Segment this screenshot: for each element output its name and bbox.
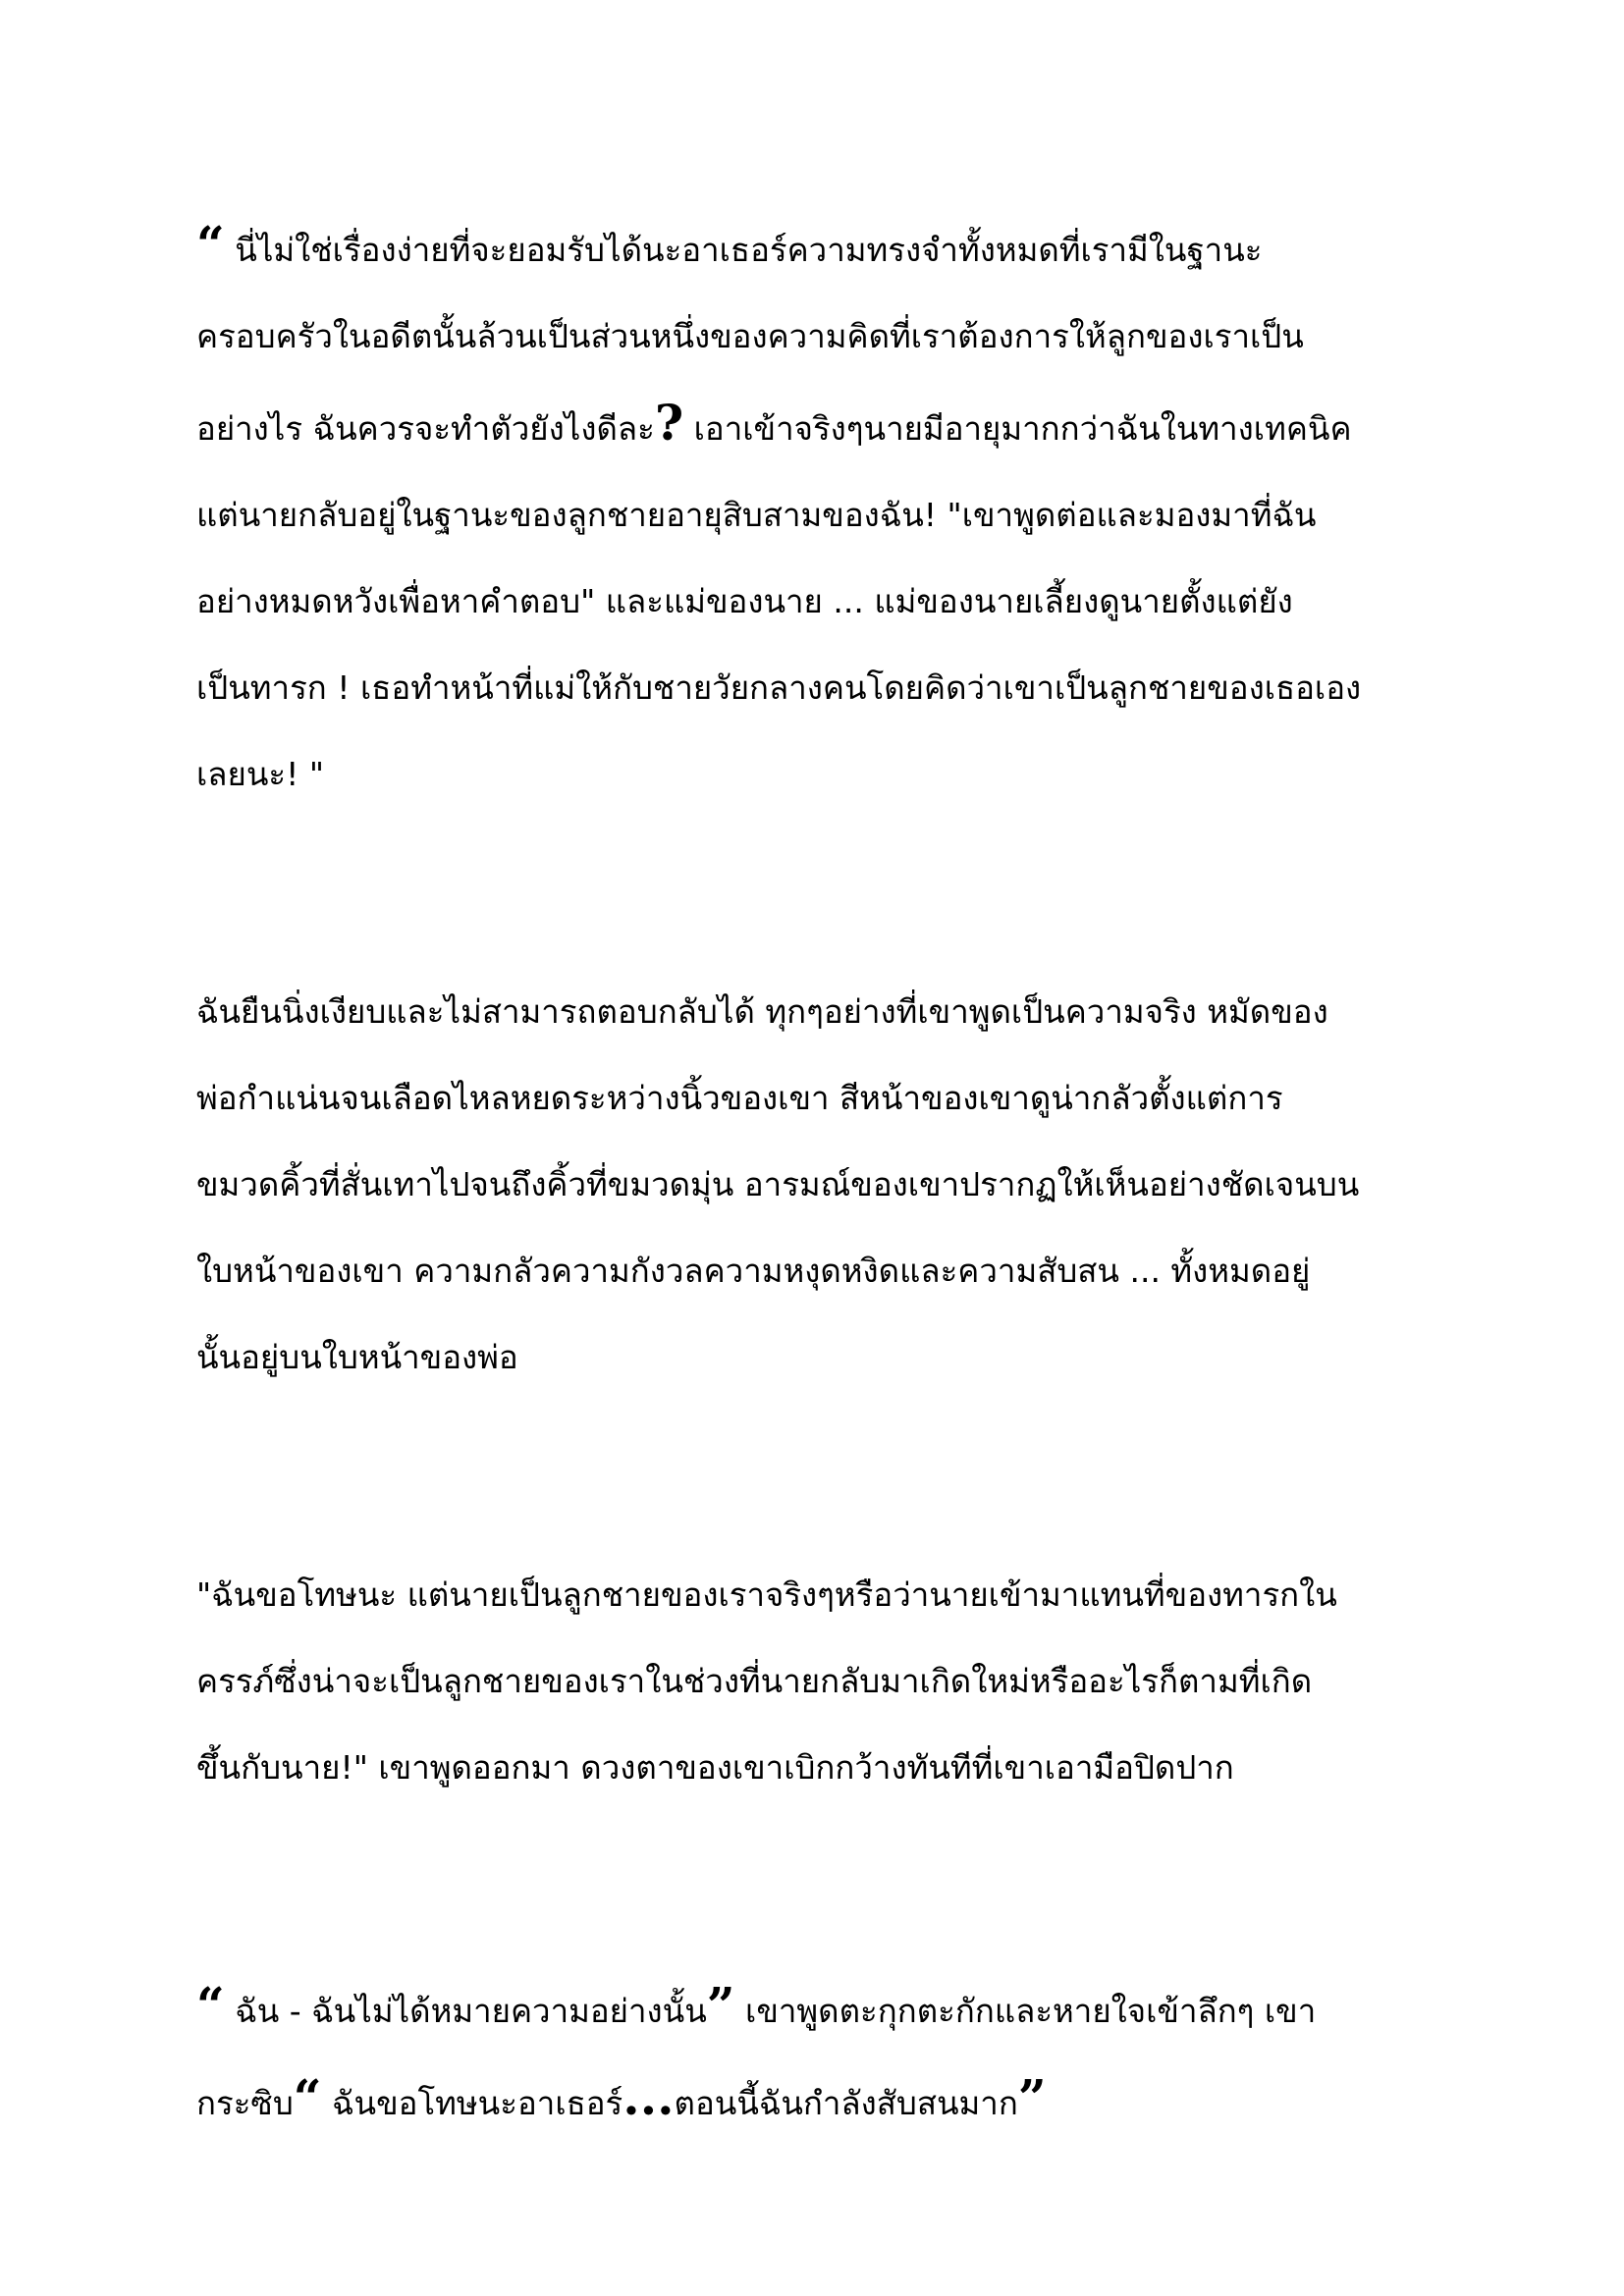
- text-line: [196, 1552, 1443, 1638]
- text-line: [196, 472, 1443, 559]
- paragraph-1: [196, 201, 1443, 818]
- open-quote-mark: “: [293, 2068, 322, 2126]
- open-quote-mark: “: [196, 215, 225, 273]
- question-mark: ?: [654, 394, 684, 452]
- text-run: ฉัน - ฉันไม่ได้หมายความอย่างนั้น: [224, 1992, 707, 2030]
- document-body: [196, 201, 1443, 2147]
- text-run: กระซิบ: [196, 2084, 294, 2122]
- close-quote-mark: ”: [1017, 2068, 1047, 2126]
- text-line: [196, 1725, 1443, 1811]
- text-run: "ฉันขอโทษนะ แต่นายเป็นลูกชายของเราจริงๆหรือว่านายเข้ามาแทนที่ของทารกใน: [196, 1575, 1337, 1614]
- text-line: [196, 2055, 1443, 2147]
- text-line: [196, 201, 1443, 294]
- open-quote-mark: “: [196, 1976, 225, 2034]
- text-run: เขาพูดตะกุกตะกักและหายใจเข้าลึกๆ เขา: [734, 1992, 1317, 2030]
- text-line: [196, 969, 1443, 1055]
- text-run: พ่อกำแน่นจนเลือดไหลหยดระหว่างนิ้วของเขา สีหน้าของเขาดูน่ากลัวตั้งแต่การ: [196, 1079, 1283, 1117]
- text-run: ฉันขอโทษนะอาเธอร์: [321, 2084, 623, 2122]
- text-run: อย่างไร ฉันควรจะทำตัวยังไงดีละ: [196, 409, 655, 448]
- text-run: นั้นอยู่บนใบหน้าของพ่อ: [196, 1338, 518, 1376]
- paragraph-2: [196, 969, 1443, 1401]
- text-line: [196, 1638, 1443, 1725]
- text-line: [196, 1228, 1443, 1314]
- text-run: ขึ้นกับนาย!" เขาพูดออกมา ดวงตาของเขาเบิกกว้างทันทีที่เขาเอามือปิดปาก: [196, 1748, 1234, 1787]
- close-quote-mark: ”: [706, 1976, 735, 2034]
- text-line: [196, 1962, 1443, 2055]
- text-run: ตอนนี้ฉันกำลังสับสนมาก: [674, 2084, 1018, 2122]
- text-run: ครอบครัวในอดีตนั้นล้วนเป็นส่วนหนึ่งของความคิดที่เราต้องการให้ลูกของเราเป็น: [196, 317, 1304, 355]
- text-run: นี่ไม่ใช่เรื่องง่ายที่จะยอมรับได้นะอาเธอร์ความทรงจำทั้งหมดที่เรามีในฐานะ: [224, 231, 1263, 269]
- text-run: ครรภ์ซึ่งน่าจะเป็นลูกชายของเราในช่วงที่นายกลับมาเกิดใหม่หรืออะไรก็ตามที่เกิด: [196, 1662, 1313, 1700]
- text-run: ขมวดคิ้วที่สั่นเทาไปจนถึงคิ้วที่ขมวดมุ่น อารมณ์ของเขาปรากฏให้เห็นอย่างชัดเจนบน: [196, 1165, 1360, 1203]
- text-run: ฉันยืนนิ่งเงียบและไม่สามารถตอบกลับได้ ทุกๆอย่างที่เขาพูดเป็นความจริง หมัดของ: [196, 992, 1328, 1031]
- text-run: เป็นทารก ! เธอทำหน้าที่แม่ให้กับชายวัยกลางคนโดยคิดว่าเขาเป็นลูกชายของเธอเอง: [196, 668, 1362, 707]
- text-run: เลยนะ! ": [196, 755, 325, 793]
- text-run: เอาเข้าจริงๆนายมีอายุมากกว่าฉันในทางเทคนิค: [683, 409, 1352, 448]
- text-run: ใบหน้าของเขา ความกลัวความกังวลความหงุดหงิดและความสับสน ... ทั้งหมดอยู่: [196, 1252, 1311, 1290]
- paragraph-3: [196, 1552, 1443, 1811]
- text-run: แต่นายกลับอยู่ในฐานะของลูกชายอายุสิบสามของฉัน! "เขาพูดต่อและมองมาที่ฉัน: [196, 496, 1317, 534]
- text-line: [196, 645, 1443, 731]
- text-line: [196, 294, 1443, 380]
- text-line: [196, 380, 1443, 472]
- ellipsis-mark: ...: [623, 2068, 675, 2126]
- text-line: [196, 559, 1443, 645]
- paragraph-4: [196, 1962, 1443, 2147]
- text-line: [196, 1314, 1443, 1401]
- text-line: [196, 731, 1443, 818]
- text-run: อย่างหมดหวังเพื่อหาคำตอบ" และแม่ของนาย ... แม่ของนายเลี้ยงดูนายตั้งแต่ยัง: [196, 582, 1293, 620]
- text-line: [196, 1055, 1443, 1142]
- text-line: [196, 1142, 1443, 1228]
